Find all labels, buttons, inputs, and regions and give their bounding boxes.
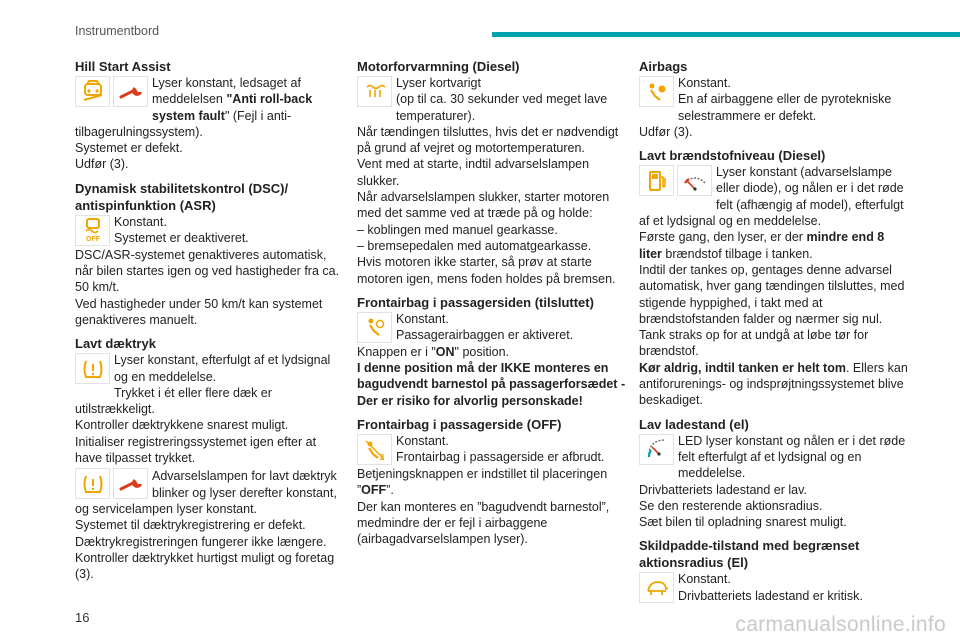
section-title: Motorforvarmning (Diesel) bbox=[357, 59, 520, 74]
section-airbag-off bbox=[357, 416, 627, 547]
glow-plug-icon bbox=[357, 76, 392, 107]
section-title: Lavt dæktryk bbox=[75, 336, 156, 352]
text: Når advarselslampen slukker, starter motoren med det samme ved at træde på og holde: bbox=[357, 190, 610, 221]
header-accent-bar bbox=[492, 32, 960, 37]
fuel-gauge-icon bbox=[677, 165, 712, 196]
text: Lyser konstant, efterfulgt af et lydsignal og en meddelelse. bbox=[114, 353, 331, 384]
battery-charge-gauge-icon bbox=[639, 434, 674, 465]
position-text: OFF bbox=[361, 483, 387, 498]
section-title: Airbags bbox=[639, 59, 688, 74]
text: Dæktrykregistreringen fungerer ikke længere. bbox=[75, 534, 327, 549]
fuel-pump-icon bbox=[639, 165, 674, 196]
text: brændstof tilbage i tanken. bbox=[661, 246, 813, 261]
text: (op til ca. 30 sekunder ved meget lave temperaturer). bbox=[396, 92, 608, 123]
section-title: Frontairbag i passagersiden (tilsluttet) bbox=[357, 294, 594, 310]
text: Sæt bilen til opladning snarest muligt. bbox=[639, 515, 847, 530]
text: Hvis motoren ikke starter, så prøv at starte motoren igen, mens foden holdes på bremsen. bbox=[357, 255, 616, 286]
section-title: Lavt brændstofniveau (Diesel) bbox=[639, 148, 826, 164]
text: Konstant. bbox=[678, 76, 731, 90]
dsc-off-icon bbox=[75, 215, 110, 246]
text: Første gang, den lyser, er der bbox=[639, 230, 807, 245]
section-preheating bbox=[357, 58, 627, 287]
watermark: carmanualsonline.info bbox=[735, 613, 946, 636]
text: Drivbatteriets ladestand er kritisk. bbox=[678, 588, 863, 603]
svg-text:2: 2 bbox=[379, 452, 384, 462]
text: En af airbaggene eller de pyrotekniske selestrammere er defekt. bbox=[678, 92, 892, 123]
section-dsc bbox=[75, 180, 345, 328]
text: Passagerairbaggen er aktiveret. bbox=[396, 328, 574, 343]
text: DSC/ASR-systemet genaktiveres automatisk, når bilen startes igen og ved hastigheder fra ca. 50 km/t. bbox=[75, 247, 340, 295]
text: " (Fejl i anti-tilbagerulningssystem). bbox=[75, 108, 292, 139]
text: Frontairbag i passagerside er afbrudt. bbox=[396, 450, 605, 465]
text: Kontroller dæktrykkene snarest muligt. bbox=[75, 418, 289, 433]
text: Drivbatteriets ladestand er lav. bbox=[639, 482, 807, 497]
text: . Ellers kan antiforurenings- og indsprøjtningssystemet blive beskadiget. bbox=[639, 360, 908, 408]
section-title: Skildpadde-tilstand med begrænset aktionsradius (El) bbox=[639, 538, 860, 571]
column-3 bbox=[639, 58, 909, 611]
text: Lyser konstant (advarselslampe eller diode), og nålen er i det røde felt (afhængig af model), efterfulgt af et lydsignal og en meddelelse. bbox=[639, 165, 904, 229]
section-title: Dynamisk stabilitetskontrol (DSC)/ antispinfunktion (ASR) bbox=[75, 180, 289, 213]
text: Lyser konstant, ledsaget af meddelelsen bbox=[152, 76, 301, 107]
message-text: "Anti roll-back system fault bbox=[152, 92, 313, 123]
text: Konstant. bbox=[396, 311, 449, 326]
text: Systemet er deaktiveret. bbox=[114, 231, 249, 246]
text: Betjeningsknappen er indstillet til placeringen ” bbox=[357, 467, 608, 498]
svg-text:OFF: OFF bbox=[85, 236, 100, 244]
text: Systemet til dæktrykregistrering er defekt. bbox=[75, 518, 306, 533]
passenger-airbag-off-icon bbox=[357, 434, 392, 465]
section-turtle-mode bbox=[639, 537, 909, 604]
section-low-tyre-pressure bbox=[75, 335, 345, 582]
section-hill-start-assist bbox=[75, 58, 345, 173]
section-low-charge bbox=[639, 416, 909, 531]
text: Lyser kortvarigt bbox=[396, 76, 481, 90]
text: Der kan monteres en ”bagudvendt barnestol”, medmindre der er fejl i airbaggene (airbagadvarselslampen lyser). bbox=[357, 499, 610, 547]
text: Udfør (3). bbox=[75, 157, 129, 172]
text: Udfør (3). bbox=[639, 124, 693, 139]
list-item: – bremsepedalen med automatgearkasse. bbox=[357, 238, 592, 253]
text: ”. bbox=[386, 483, 394, 498]
position-text: ON bbox=[435, 344, 455, 359]
emphasis-text: Kør aldrig, indtil tanken er helt tom bbox=[639, 360, 846, 375]
text: Ved hastigheder under 50 km/t kan systemet genaktiveres manuelt. bbox=[75, 296, 323, 327]
wrench-icon bbox=[113, 76, 148, 107]
text: Systemet er defekt. bbox=[75, 141, 183, 156]
text: Konstant. bbox=[114, 214, 167, 229]
page-number: 16 bbox=[75, 610, 90, 625]
turtle-mode-icon bbox=[639, 572, 674, 603]
column-1 bbox=[75, 58, 345, 589]
text: Advarselslampen for lavt dæktryk blinker og lyser derefter konstant, og servicelampen lyser konstant. bbox=[75, 469, 337, 516]
text: Vent med at starte, indtil advarselslampen slukker. bbox=[357, 157, 590, 188]
text: Konstant. bbox=[396, 434, 449, 449]
section-airbag-on bbox=[357, 294, 627, 409]
passenger-airbag-on-icon bbox=[357, 312, 392, 343]
text: Se den resterende aktionsradius. bbox=[639, 498, 823, 513]
text: Kontroller dæktrykket hurtigst muligt og foretag (3). bbox=[75, 550, 335, 582]
text: Trykket i ét eller flere dæk er utilstrækkeligt. bbox=[75, 385, 272, 417]
column-2 bbox=[357, 58, 627, 555]
section-low-fuel bbox=[639, 147, 909, 408]
text: Tank straks op for at undgå at løbe tør for brændstof. bbox=[639, 328, 869, 359]
list-item: – koblingen med manuel gearkasse. bbox=[357, 222, 558, 237]
warning-text: I denne position må der IKKE monteres en bagudvendt barnestol på passagerforsædet - Der er risiko for alvorlig personskade! bbox=[357, 361, 626, 408]
text: Konstant. bbox=[678, 572, 731, 587]
tyre-pressure-icon bbox=[75, 468, 110, 499]
section-title: Lav ladestand (el) bbox=[639, 416, 749, 432]
wrench-icon bbox=[113, 468, 148, 499]
text: Når tændingen tilsluttes, hvis det er nødvendigt på grund af vejret og motortemperaturen. bbox=[357, 124, 619, 156]
text: Knappen er i " bbox=[357, 344, 436, 359]
text: Indtil der tankes op, gentages denne advarsel automatisk, hver gang tændingen tilsluttes, med stigende hyppighed, i takt med at brændstofstanden falder og nærmer sig nul. bbox=[639, 262, 905, 326]
section-title: Hill Start Assist bbox=[75, 59, 171, 74]
header-title: Instrumentbord bbox=[75, 24, 160, 38]
section-airbags bbox=[639, 58, 909, 140]
text: Initialiser registreringssystemet igen efter at have tilpasset trykket. bbox=[75, 434, 317, 466]
section-title: Frontairbag i passagerside (OFF) bbox=[357, 417, 562, 433]
hill-start-assist-icon bbox=[75, 76, 110, 107]
tyre-pressure-icon bbox=[75, 353, 110, 384]
airbag-icon bbox=[639, 76, 674, 107]
emphasis-text: mindre end 8 liter bbox=[639, 230, 885, 261]
text: LED lyser konstant og nålen er i det røde felt efterfulgt af et lydsignal og en meddelelse. bbox=[678, 433, 906, 481]
text: " position. bbox=[454, 344, 510, 359]
